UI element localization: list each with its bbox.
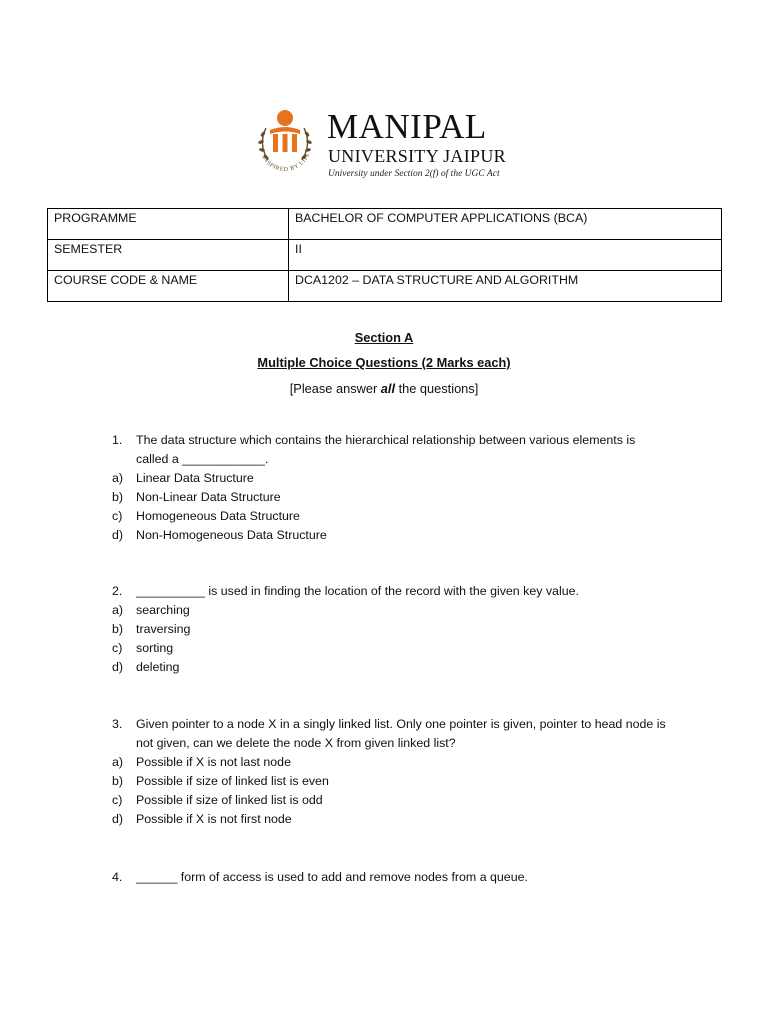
question-3 (112, 715, 672, 829)
option-d: d) Possible if X is not first node (112, 812, 292, 826)
question-stem (112, 582, 672, 601)
question-text-line: __________ is used in finding the location of the record with the given key value. (136, 584, 579, 598)
question-number: 4. (112, 870, 123, 884)
question-text-line: The data structure which contains the hierarchical relationship between various elements is (136, 433, 636, 447)
table-row (48, 271, 722, 302)
table-row (48, 240, 722, 271)
question-text-line: called a ____________. (136, 452, 269, 466)
brand-name: MANIPAL (327, 107, 487, 146)
question-number: 3. (112, 717, 123, 731)
option-b: b) traversing (112, 622, 191, 636)
option-a: a) searching (112, 603, 190, 617)
university-seal-icon (252, 104, 318, 180)
option-b: b) Possible if size of linked list is even (112, 774, 329, 788)
brand-subtitle: UNIVERSITY JAIPUR (328, 146, 506, 166)
question-stem (112, 868, 672, 887)
section-subtitle: Multiple Choice Questions (2 Marks each) (257, 355, 511, 370)
option-c: c) sorting (112, 641, 174, 655)
programme-value: BACHELOR OF COMPUTER APPLICATIONS (BCA) (289, 209, 722, 240)
semester-value: II (289, 240, 722, 271)
question-number: 2. (112, 584, 123, 598)
table-row (48, 209, 722, 240)
question-stem (112, 431, 672, 450)
question-text-line: not given, can we delete the node X from given linked list? (136, 736, 456, 750)
option-c: c) Homogeneous Data Structure (112, 509, 300, 523)
option-d: d) Non-Homogeneous Data Structure (112, 528, 327, 542)
option-a: a) Possible if X is not last node (112, 755, 291, 769)
question-text-line: ______ form of access is used to add and remove nodes from a queue. (136, 870, 528, 884)
question-number: 1. (112, 433, 123, 447)
programme-label: PROGRAMME (48, 209, 289, 240)
section-instruction: [Please answer all the questions] (289, 381, 479, 396)
question-text-line: Given pointer to a node X in a singly linked list. Only one pointer is given, pointer to head node is (136, 717, 666, 731)
question-stem-cont (112, 734, 672, 753)
option-c: c) Possible if size of linked list is odd (112, 793, 323, 807)
brand-tagline: University under Section 2(f) of the UGC Act (328, 169, 500, 179)
svg-text:INSPIRED BY LIFE: INSPIRED BY LIFE (260, 151, 312, 173)
university-logo (252, 104, 524, 182)
option-d: d) deleting (112, 660, 180, 674)
question-1 (112, 431, 672, 545)
section-title: Section A (354, 330, 414, 345)
course-info-table (47, 208, 722, 302)
question-4 (112, 868, 672, 887)
course-label: COURSE CODE & NAME (48, 271, 289, 302)
course-value: DCA1202 – DATA STRUCTURE AND ALGORITHM (289, 271, 722, 302)
question-stem-cont (112, 450, 672, 469)
option-b: b) Non-Linear Data Structure (112, 490, 281, 504)
question-stem (112, 715, 672, 734)
option-a: a) Linear Data Structure (112, 471, 254, 485)
question-2 (112, 582, 672, 677)
semester-label: SEMESTER (48, 240, 289, 271)
